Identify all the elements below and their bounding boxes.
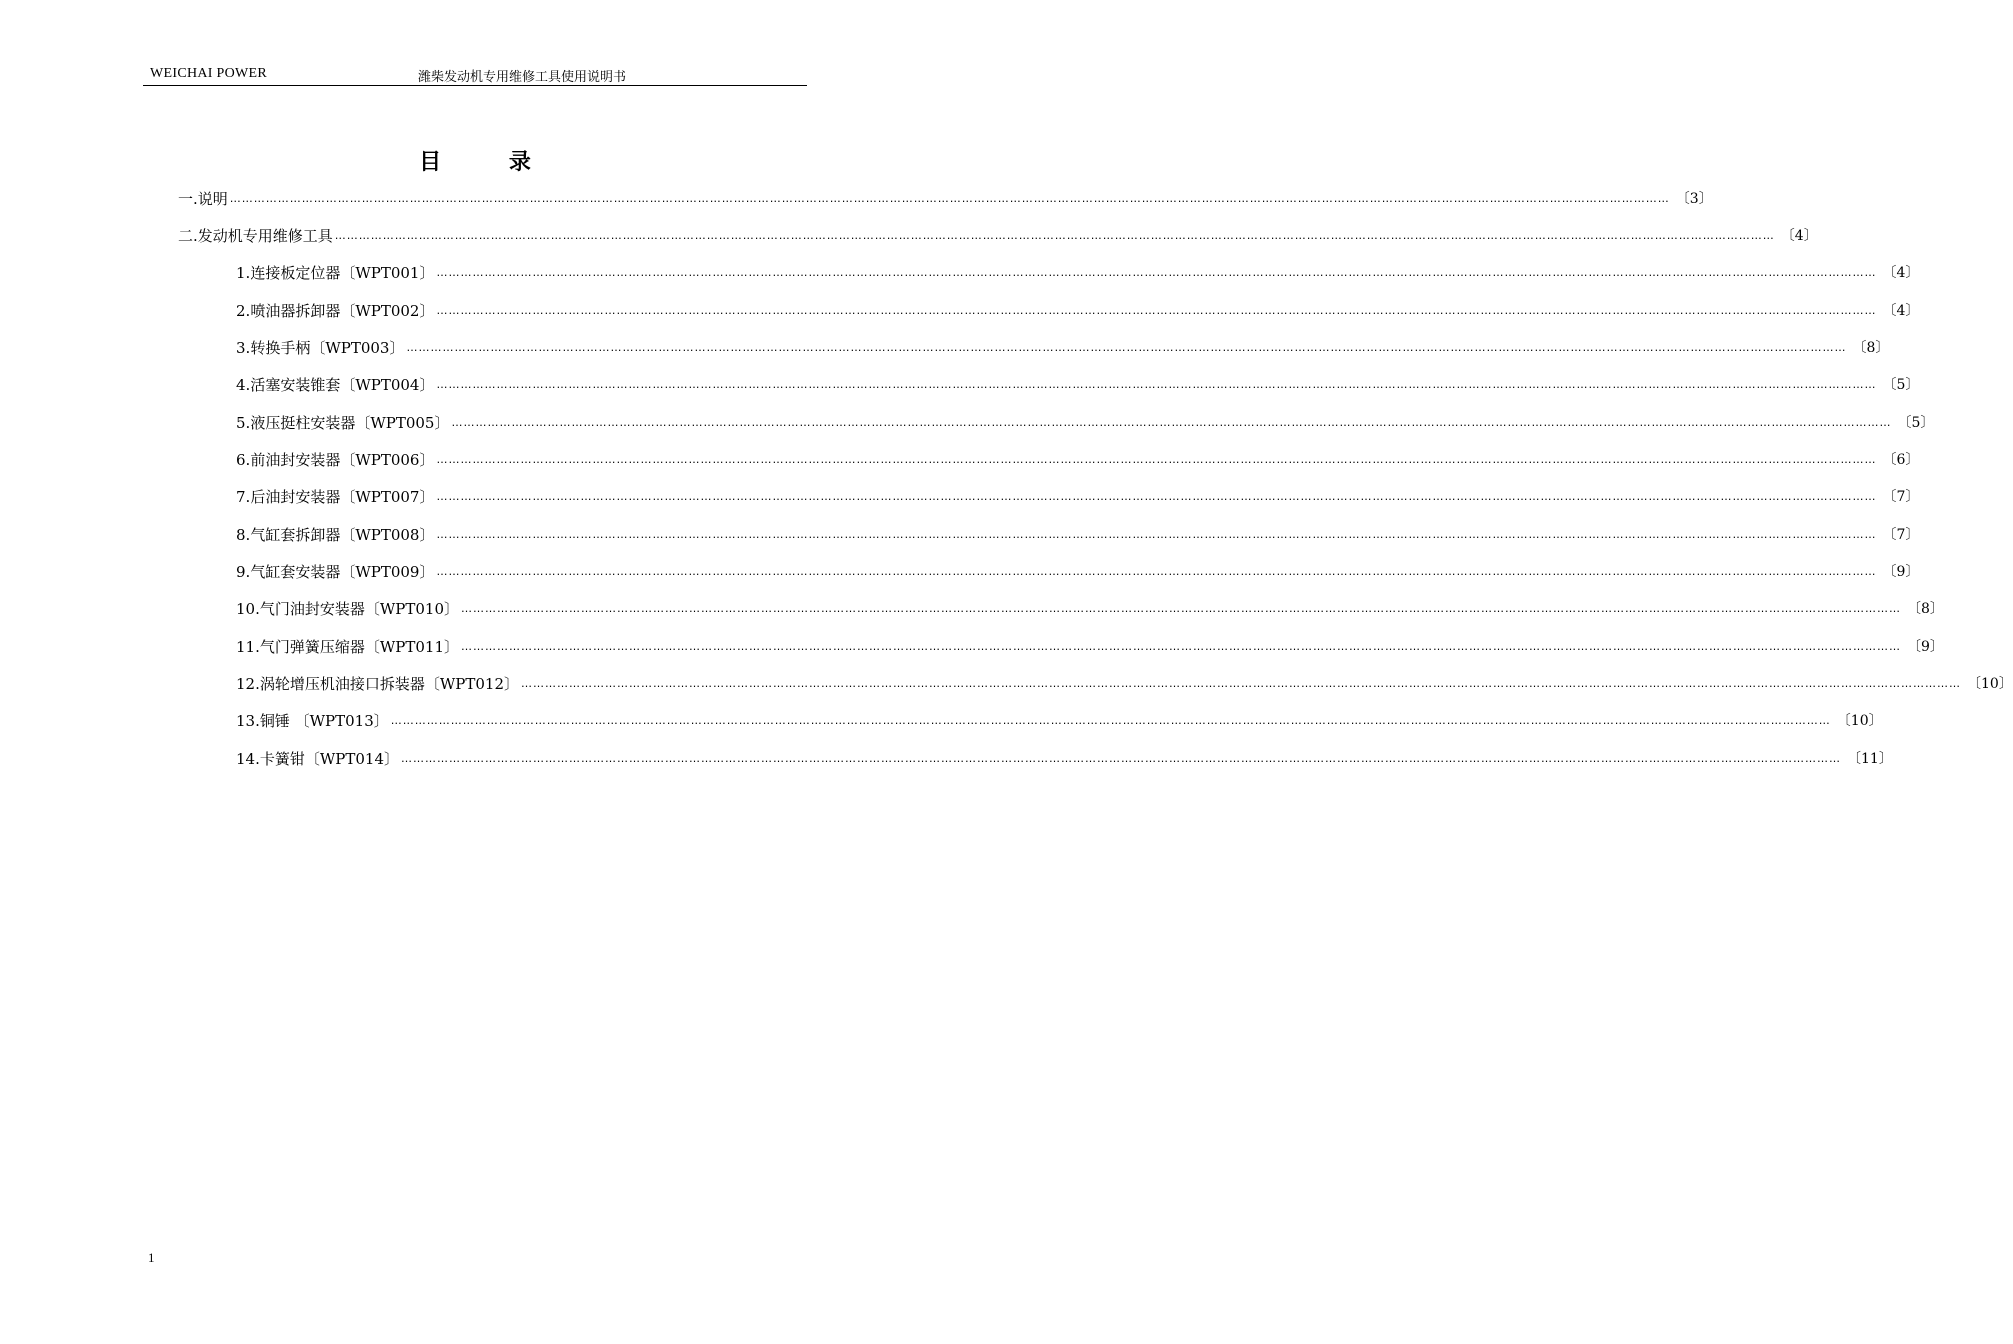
toc-leader-dots: ……………………………………………………………………………………………………………………………………………………………………………………………………………………………………………………………………………………………………………………………… [521,677,1962,690]
toc-entry-label: 转换手柄〔WPT003〕 [250,339,405,357]
toc-leader-dots: ……………………………………………………………………………………………………………………………………………………………………………………………………………………………………………………………………………………………………………………………… [401,752,1842,765]
toc-entry-page: 〔6〕 [1882,452,1920,468]
toc-entry-label: 发动机专用维修工具 [197,227,333,245]
toc-entry[interactable] [236,635,1944,659]
toc-entry-number: 1. [236,264,251,282]
toc-entry-number: 10. [236,600,260,618]
toc-entry-label: 气缸套拆卸器〔WPT008〕 [250,526,435,544]
toc-entry-number: 4. [236,376,251,394]
toc-entry[interactable] [236,261,1920,285]
toc-entry[interactable] [236,411,1935,435]
toc-entry-number: 8. [236,526,251,544]
toc-entry[interactable] [236,299,1920,323]
toc-entry-page: 〔10〕 [1967,676,2013,692]
toc-entry[interactable] [236,672,2013,696]
toc-entry-number: 14. [236,750,260,768]
toc-entry[interactable] [236,709,1883,733]
toc-entry[interactable] [236,336,1890,360]
toc-entry[interactable] [178,224,1818,248]
toc-entry-label: 说明 [197,190,228,208]
toc-entry-label: 气门弹簧压缩器〔WPT011〕 [259,638,460,656]
toc-entry-label: 活塞安装锥套〔WPT004〕 [250,376,435,394]
toc-entry[interactable] [178,187,1713,211]
toc-entry-label: 液压挺柱安装器〔WPT005〕 [250,414,450,432]
toc-leader-dots: ……………………………………………………………………………………………………………………………………………………………………………………………………………………………………………………………………………………………………………………………… [436,304,1877,317]
toc-leader-dots: ……………………………………………………………………………………………………………………………………………………………………………………………………………………………………………………………………………………………………………………………… [334,229,1775,242]
page-number: 1 [148,1250,155,1265]
toc-entry-number: 7. [236,488,251,506]
toc-leader-dots: ……………………………………………………………………………………………………………………………………………………………………………………………………………………………………………………………………………………………………………………………… [461,640,1902,653]
toc-entry-label: 前油封安装器〔WPT006〕 [250,451,435,469]
toc-leader-dots: ……………………………………………………………………………………………………………………………………………………………………………………………………………………………………………………………………………………………………………………………… [461,602,1902,615]
toc-entry[interactable] [236,485,1920,509]
toc-entry-page: 〔5〕 [1882,377,1920,393]
toc-leader-dots: ……………………………………………………………………………………………………………………………………………………………………………………………………………………………………………………………………………………………………………………………… [436,528,1877,541]
toc-entry-page: 〔4〕 [1882,303,1920,319]
toc-entry-number: 13. [236,712,260,730]
toc-entry-label: 铜锤 〔WPT013〕 [259,712,389,730]
toc-entry-label: 涡轮增压机油接口拆装器〔WPT012〕 [259,675,520,693]
toc-leader-dots: ……………………………………………………………………………………………………………………………………………………………………………………………………………………………………………………………………………………………………………………………… [436,453,1877,466]
toc-entry-number: 2. [236,302,251,320]
toc-leader-dots: ……………………………………………………………………………………………………………………………………………………………………………………………………………………………………………………………………………………………………………………………… [390,714,1831,727]
header-rule [143,85,807,86]
toc-entry-page: 〔3〕 [1675,191,1713,207]
toc-entry-number: 6. [236,451,251,469]
toc-leader-dots: ……………………………………………………………………………………………………………………………………………………………………………………………………………………………………………………………………………………………………………………………… [451,416,1892,429]
toc-entry-page: 〔7〕 [1882,527,1920,543]
toc-leader-dots: ……………………………………………………………………………………………………………………………………………………………………………………………………………………………………………………………………………………………………………………………… [229,192,1670,205]
toc-entry-number: 3. [236,339,251,357]
toc-entry-page: 〔11〕 [1847,751,1893,767]
toc-entry-number: 11. [236,638,260,656]
toc-entry-page: 〔7〕 [1882,489,1920,505]
toc-entry-page: 〔5〕 [1897,415,1935,431]
toc-entry-page: 〔9〕 [1907,639,1944,655]
toc-entry-label: 气缸套安装器〔WPT009〕 [250,563,435,581]
toc-entry-label: 气门油封安装器〔WPT010〕 [259,600,460,618]
header-center-text: 潍柴发动机专用维修工具使用说明书 [418,70,627,85]
toc-entry-page: 〔8〕 [1852,340,1890,356]
toc-entry-page: 〔8〕 [1907,601,1944,617]
toc-entry[interactable] [236,373,1920,397]
toc-leader-dots: ……………………………………………………………………………………………………………………………………………………………………………………………………………………………………………………………………………………………………………………………… [406,341,1847,354]
toc-entry[interactable] [236,747,1893,771]
toc-title: 目 录 [419,150,561,175]
header-left-text: WEICHAI POWER [150,66,268,81]
toc-entry-page: 〔4〕 [1780,228,1818,244]
toc-entry-label: 连接板定位器〔WPT001〕 [250,264,435,282]
toc-entry-label: 喷油器拆卸器〔WPT002〕 [250,302,435,320]
toc-leader-dots: ……………………………………………………………………………………………………………………………………………………………………………………………………………………………………………………………………………………………………………………………… [436,378,1877,391]
toc-entry-number: 5. [236,414,251,432]
toc-entry-number: 9. [236,563,251,581]
toc-entry-page: 〔4〕 [1882,265,1920,281]
toc-entry-label: 卡簧钳〔WPT014〕 [259,750,400,768]
toc-leader-dots: ……………………………………………………………………………………………………………………………………………………………………………………………………………………………………………………………………………………………………………………………… [436,565,1877,578]
toc-leader-dots: ……………………………………………………………………………………………………………………………………………………………………………………………………………………………………………………………………………………………………………………………… [436,266,1877,279]
toc-entry-page: 〔10〕 [1836,713,1883,729]
toc-entry-page: 〔9〕 [1882,564,1920,580]
toc-entry-number: 12. [236,675,260,693]
toc-entry-number: 一. [178,190,198,208]
toc-entry[interactable] [236,597,1944,621]
toc-entry[interactable] [236,448,1920,472]
toc-entry-number: 二. [178,227,198,245]
toc-entry-label: 后油封安装器〔WPT007〕 [250,488,435,506]
toc-leader-dots: ……………………………………………………………………………………………………………………………………………………………………………………………………………………………………………………………………………………………………………………………… [436,490,1877,503]
toc-entry[interactable] [236,523,1920,547]
toc-entry[interactable] [236,560,1920,584]
